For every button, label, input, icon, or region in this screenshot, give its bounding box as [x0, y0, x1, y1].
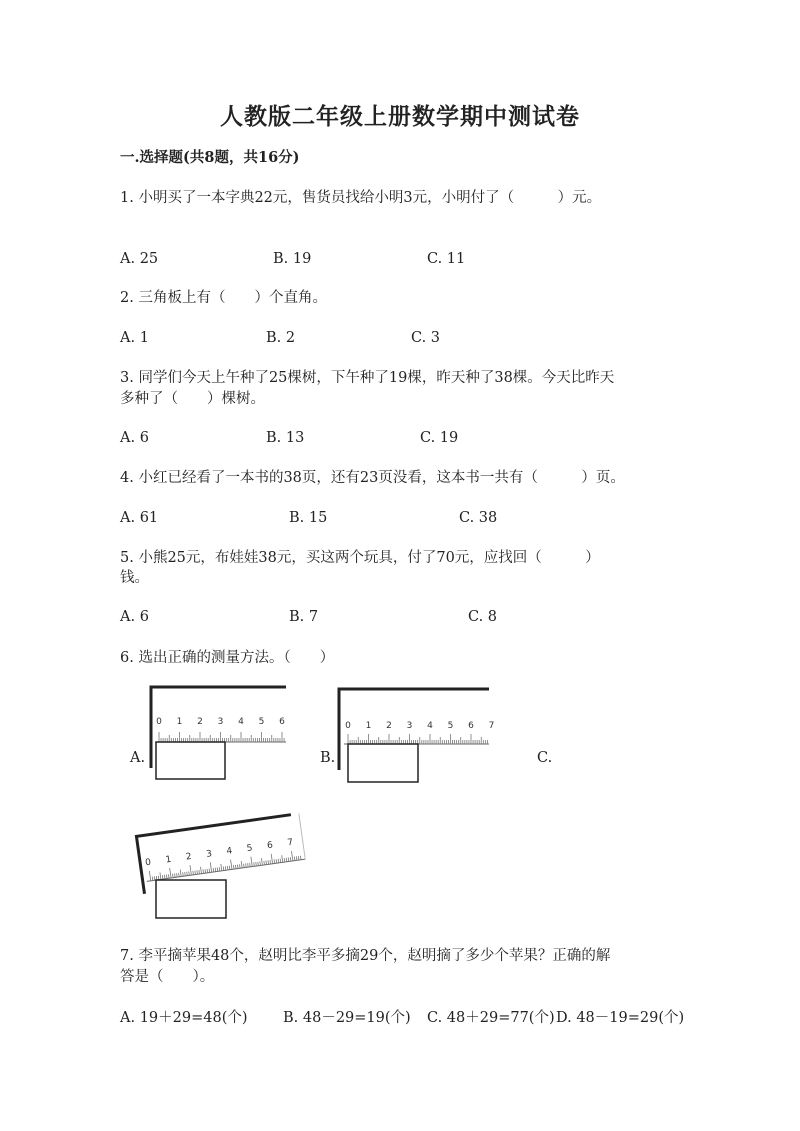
page-title: 人教版二年级上册数学期中测试卷 — [220, 103, 580, 130]
section-heading: 一.选择题(共8题，共16分) — [120, 149, 300, 166]
question-2-text: 2. 三角板上有（ ）个直角。 — [120, 290, 327, 306]
ruler-tick-label: 5 — [246, 843, 254, 855]
question-3-option-c[interactable]: C. 19 — [420, 430, 459, 446]
ruler-tick-label: 6 — [468, 721, 474, 731]
question-3-text-line-1: 3. 同学们今天上午种了25棵树，下午种了19棵，昨天种了38棵。今天比昨天 — [120, 370, 615, 386]
question-1-option-a[interactable]: A. 25 — [120, 251, 159, 267]
question-4-option-a[interactable]: A. 61 — [120, 510, 159, 526]
question-2-option-a[interactable]: A. 1 — [120, 330, 149, 346]
ruler-tick-label: 0 — [345, 721, 351, 731]
question-5-option-c[interactable]: C. 8 — [468, 609, 498, 625]
ruler-tick-label: 7 — [488, 721, 495, 731]
question-5-option-b[interactable]: B. 7 — [289, 609, 319, 625]
ruler-tick-label: 7 — [286, 837, 294, 849]
measured-block — [156, 742, 225, 779]
question-4-text: 4. 小红已经看了一本书的38页，还有23页没看，这本书一共有（ ）页。 — [120, 470, 625, 486]
question-6-option-c[interactable]: C. — [537, 750, 553, 766]
question-7-option-c[interactable]: C. 48＋29=77(个) — [427, 1010, 555, 1026]
question-6-text: 6. 选出正确的测量方法。（ ） — [120, 650, 335, 666]
question-7-option-b[interactable]: B. 48－29=19(个) — [283, 1010, 411, 1026]
ruler-tick-label: 6 — [279, 717, 285, 727]
question-3-text-line-2: 多种了（ ）棵树。 — [120, 391, 265, 407]
question-7-text-line-2: 答是（ ）。 — [120, 969, 215, 985]
question-1-text: 1. 小明买了一本字典22元，售货员找给小明3元，小明付了（ ）元。 — [120, 190, 602, 206]
question-2-option-c[interactable]: C. 3 — [411, 330, 441, 346]
ruler-tick-label: 2 — [386, 721, 392, 731]
ruler-tick-label: 6 — [266, 840, 274, 852]
question-3-option-b[interactable]: B. 13 — [266, 430, 305, 446]
ruler-figure-c — [128, 806, 312, 926]
ruler-tick-label: 3 — [217, 717, 224, 727]
question-1-option-b[interactable]: B. 19 — [273, 251, 312, 267]
question-5-text-line-2: 钱。 — [120, 570, 149, 586]
ruler-tick-label: 5 — [447, 721, 454, 731]
ruler-tick-label: 1 — [365, 721, 372, 731]
ruler-tick-label: 0 — [156, 717, 162, 727]
ruler-tick-label: 4 — [427, 721, 433, 731]
measured-block — [348, 744, 418, 782]
question-7-option-d[interactable]: D. 48－19=29(个) — [556, 1010, 685, 1026]
question-5-option-a[interactable]: A. 6 — [120, 609, 149, 625]
measured-block — [156, 880, 226, 918]
ruler-tick-label: 4 — [238, 717, 244, 727]
question-6-option-a[interactable]: A. — [130, 750, 146, 766]
question-3-option-a[interactable]: A. 6 — [120, 430, 149, 446]
ruler-tick-label: 4 — [225, 846, 233, 857]
question-5-text-line-1: 5. 小熊25元，布娃娃38元，买这两个玩具，付了70元，应找回（ ） — [120, 550, 600, 566]
ruler-tick-label: 0 — [144, 857, 152, 869]
ruler-tick-label: 1 — [176, 717, 183, 727]
ruler-tick-label: 3 — [205, 849, 213, 860]
ruler-figure-a — [148, 684, 290, 784]
ruler-figure-b — [336, 686, 495, 786]
ruler-tick-label: 2 — [185, 851, 193, 863]
question-6-option-b[interactable]: B. — [320, 750, 336, 766]
question-4-option-b[interactable]: B. 15 — [289, 510, 328, 526]
ruler-tick-label: 2 — [197, 717, 203, 727]
ruler-tick-label: 3 — [406, 721, 413, 731]
question-7-option-a[interactable]: A. 19＋29=48(个) — [120, 1010, 248, 1026]
ruler-tick-label: 5 — [258, 717, 265, 727]
question-1-option-c[interactable]: C. 11 — [427, 251, 466, 267]
ruler-tick-label: 1 — [165, 854, 173, 866]
question-4-option-c[interactable]: C. 38 — [459, 510, 498, 526]
question-2-option-b[interactable]: B. 2 — [266, 330, 296, 346]
question-7-text-line-1: 7. 李平摘苹果48个，赵明比李平多摘29个，赵明摘了多少个苹果？正确的解 — [120, 948, 611, 964]
